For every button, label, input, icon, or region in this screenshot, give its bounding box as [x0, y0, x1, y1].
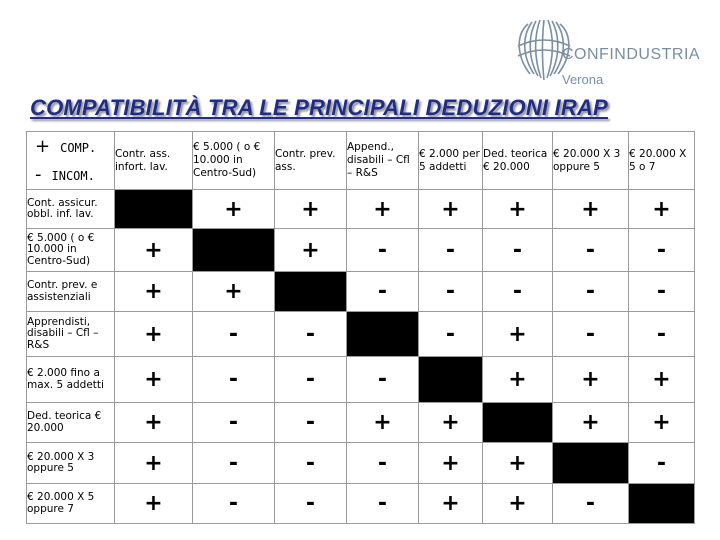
compatibility-cell: -: [553, 484, 629, 524]
row-header: Contr. prev. e assistenziali: [27, 272, 115, 312]
compatibility-cell: -: [347, 357, 419, 403]
row-header: Cont. assicur. obbl. inf. lav.: [27, 190, 115, 229]
column-header: Contr. prev. ass.: [275, 132, 347, 190]
compatibility-cell: +: [115, 312, 193, 357]
logo-city-text: Verona: [562, 72, 604, 87]
compatibility-cell: -: [483, 272, 553, 312]
compatibility-cell: +: [483, 357, 553, 403]
legend-incompatible: [35, 164, 95, 185]
compatibility-cell: +: [553, 403, 629, 443]
compatibility-cell: +: [629, 403, 695, 443]
compatibility-cell: +: [115, 443, 193, 484]
compatibility-cell: +: [115, 272, 193, 312]
column-header: € 20.000 X 3 oppure 5: [553, 132, 629, 190]
header-row: [27, 132, 695, 190]
row-header: Ded. teorica € 20.000: [27, 403, 115, 443]
diagonal-blocked-cell: [275, 272, 347, 312]
table-row: [27, 403, 695, 443]
compatibility-cell: +: [347, 190, 419, 229]
table-row: [27, 357, 695, 403]
column-header: € 20.000 X 5 o 7: [629, 132, 695, 190]
compatibility-cell: -: [347, 484, 419, 524]
compatibility-table: [26, 131, 695, 524]
compatibility-cell: -: [275, 484, 347, 524]
compatibility-cell: +: [629, 190, 695, 229]
table-row: [27, 443, 695, 484]
compatibility-cell: -: [629, 443, 695, 484]
compatibility-cell: -: [347, 443, 419, 484]
diagonal-blocked-cell: [115, 190, 193, 229]
table-row: [27, 484, 695, 524]
diagonal-blocked-cell: [483, 403, 553, 443]
compatibility-cell: +: [115, 484, 193, 524]
compatibility-cell: -: [419, 312, 483, 357]
compatibility-cell: +: [553, 357, 629, 403]
compatibility-cell: +: [483, 484, 553, 524]
compatibility-cell: -: [483, 229, 553, 272]
compatibility-cell: +: [483, 443, 553, 484]
legend-cell: [27, 132, 115, 190]
compatibility-cell: +: [275, 229, 347, 272]
diagonal-blocked-cell: [553, 443, 629, 484]
column-header: Ded. teorica € 20.000: [483, 132, 553, 190]
compatibility-cell: -: [193, 443, 275, 484]
column-header: Contr. ass. infort. lav.: [115, 132, 193, 190]
compatibility-cell: -: [629, 312, 695, 357]
compatibility-cell: +: [115, 357, 193, 403]
compatibility-cell: -: [553, 312, 629, 357]
row-header: € 5.000 ( o € 10.000 in Centro-Sud): [27, 229, 115, 272]
compatibility-cell: +: [275, 190, 347, 229]
logo-brand-text: CONFINDUSTRIA: [562, 46, 701, 63]
row-header: Apprendisti, disabili – Cfl – R&S: [27, 312, 115, 357]
diagonal-blocked-cell: [629, 484, 695, 524]
compatibility-cell: -: [193, 312, 275, 357]
compatibility-cell: -: [193, 484, 275, 524]
compatibility-cell: +: [115, 229, 193, 272]
legend-compatible-label: COMP.: [60, 141, 97, 155]
compatibility-cell: +: [347, 403, 419, 443]
diagonal-blocked-cell: [347, 312, 419, 357]
compatibility-cell: -: [553, 272, 629, 312]
minus-symbol: -: [35, 164, 42, 185]
compatibility-cell: -: [275, 443, 347, 484]
compatibility-cell: -: [275, 357, 347, 403]
compatibility-cell: +: [419, 443, 483, 484]
compatibility-cell: +: [115, 403, 193, 443]
row-header: € 2.000 fino a max. 5 addetti: [27, 357, 115, 403]
compatibility-cell: -: [347, 272, 419, 312]
compatibility-cell: -: [553, 229, 629, 272]
compatibility-cell: +: [483, 190, 553, 229]
legend-incompatible-label: INCOM.: [51, 169, 95, 183]
compatibility-cell: +: [193, 272, 275, 312]
compatibility-cell: +: [419, 403, 483, 443]
column-header: Append., disabili – Cfl – R&S: [347, 132, 419, 190]
compatibility-cell: -: [193, 357, 275, 403]
compatibility-cell: -: [275, 312, 347, 357]
compatibility-cell: -: [419, 229, 483, 272]
compatibility-cell: -: [629, 272, 695, 312]
diagonal-blocked-cell: [419, 357, 483, 403]
compatibility-cell: -: [275, 403, 347, 443]
compatibility-cell: +: [419, 484, 483, 524]
compatibility-cell: +: [553, 190, 629, 229]
compatibility-cell: -: [419, 272, 483, 312]
compatibility-cell: -: [193, 403, 275, 443]
plus-symbol: +: [35, 136, 51, 157]
column-header: € 2.000 per 5 addetti: [419, 132, 483, 190]
compatibility-cell: -: [347, 229, 419, 272]
compatibility-cell: +: [193, 190, 275, 229]
table-row: [27, 190, 695, 229]
row-header: € 20.000 X 5 oppure 7: [27, 484, 115, 524]
legend-compatible: [35, 136, 96, 157]
table-row: [27, 229, 695, 272]
compatibility-cell: +: [419, 190, 483, 229]
table-row: [27, 312, 695, 357]
table-row: [27, 272, 695, 312]
page-title: COMPATIBILITÀ TRA LE PRINCIPALI DEDUZIONI IRAP: [30, 95, 608, 120]
row-header: € 20.000 X 3 oppure 5: [27, 443, 115, 484]
compatibility-cell: +: [483, 312, 553, 357]
diagonal-blocked-cell: [193, 229, 275, 272]
compatibility-cell: -: [629, 229, 695, 272]
compatibility-cell: +: [629, 357, 695, 403]
column-header: € 5.000 ( o € 10.000 in Centro-Sud): [193, 132, 275, 190]
